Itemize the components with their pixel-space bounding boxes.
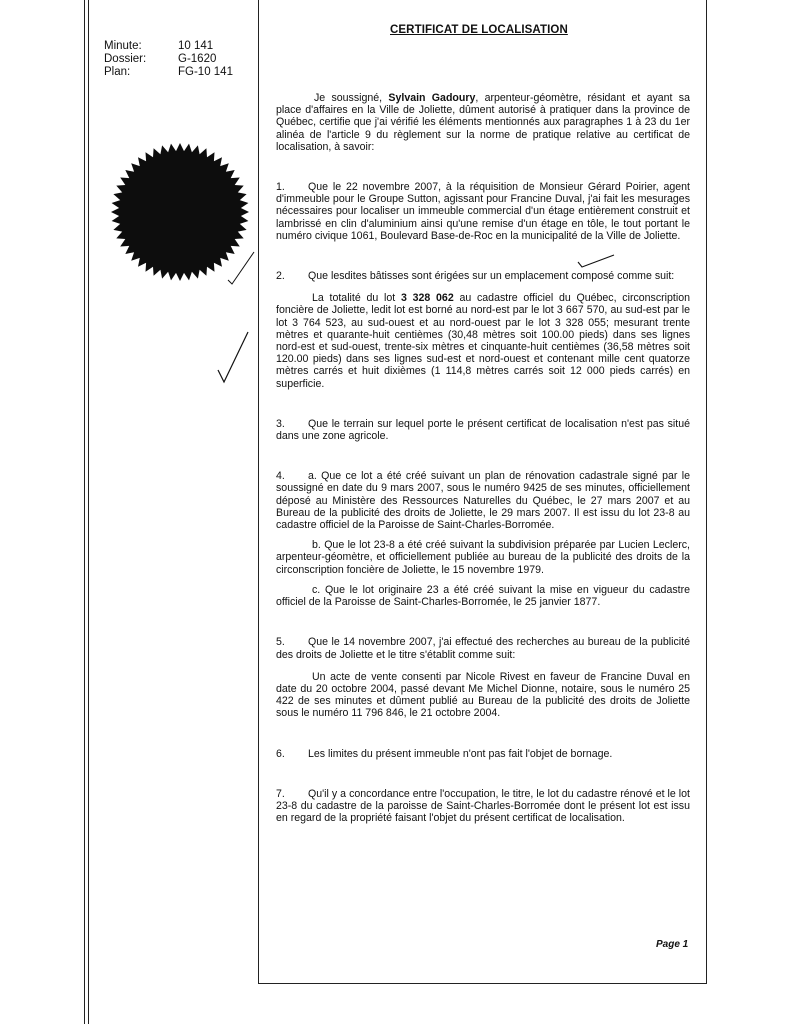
item-6-text: Les limites du présent immeuble n'ont pas fait l'objet de bornage. bbox=[308, 747, 613, 760]
item-1-number: 1. bbox=[276, 181, 285, 194]
item-1-text: Que le 22 novembre 2007, à la réquisition de Monsieur Gérard Poirier, agent d'immeuble pour le Groupe Sutton, agissant pour Francine Duval, j'ai fait les mesurages nécessaires pour localiser un immeuble commercial d'un étage entièrement construit et lambrissé en clin d'aluminium ainsi qu'une remise d'un étage en tôle, le tout portant le numéro civique 1061, Boulevard Base-de-Roc en la municipalité de la Ville de Joliette. bbox=[276, 181, 690, 242]
item-4a-text: a. Que ce lot a été créé suivant un plan de rénovation cadastrale signé par le soussigné en date du 9 mars 2007, sous le numéro 9425 de ses minutes, officiellement déposé au Ministère des Ressources Naturelles du Québec, le 27 mars 2007 et au Bureau de la publicité des droits de Joliette, le 29 mars 2007. Il est issu du lot 23-8 au cadastre officiel de la Paroisse de Saint-Charles-Borromée. bbox=[276, 470, 690, 532]
checkmark-icon bbox=[214, 330, 254, 386]
certificate-body bbox=[276, 92, 690, 824]
item-7-text: Qu'il y a concordance entre l'occupation, le titre, le lot du cadastre rénové et le lot 23-8 du cadastre de la paroisse de Saint-Charles-Borromée dont le présent lot est issu en regard de la propriété faisant l'objet du présent certificat de localisation. bbox=[276, 787, 690, 825]
item-4-number: 4. bbox=[276, 470, 285, 483]
lot-number: 3 328 062 bbox=[400, 292, 454, 305]
minute-row bbox=[104, 40, 233, 53]
item-5 bbox=[276, 636, 690, 660]
item-2 bbox=[276, 270, 690, 282]
page-number: Page 1 bbox=[656, 939, 689, 950]
item-7-number: 7. bbox=[276, 787, 285, 800]
header-metadata bbox=[104, 40, 233, 79]
item-4 bbox=[276, 470, 690, 531]
item-6 bbox=[276, 748, 690, 760]
dossier-label: Dossier: bbox=[104, 53, 147, 65]
minute-value: 10 141 bbox=[178, 40, 214, 52]
intro-paragraph bbox=[276, 92, 690, 153]
left-margin-rule-inner bbox=[88, 0, 89, 1024]
item-2-number: 2. bbox=[276, 270, 285, 283]
surveyor-name: Sylvain Gadoury bbox=[388, 92, 476, 104]
seal-tick-icon bbox=[226, 250, 256, 286]
intro-pre: Je soussigné, bbox=[314, 92, 389, 104]
plan-value: FG-10 141 bbox=[178, 66, 233, 78]
item-7 bbox=[276, 788, 690, 825]
item-1 bbox=[276, 181, 690, 242]
bottom-rule bbox=[258, 983, 707, 984]
dossier-value: G-1620 bbox=[178, 53, 217, 65]
item-3-text: Que le terrain sur lequel porte le présent certificat de localisation n'est pas situé dans une zone agricole. bbox=[276, 417, 690, 443]
item-5-text: Que le 14 novembre 2007, j'ai effectué des recherches au bureau de la publicité des droits de Joliette et le titre s'établit comme suit: bbox=[276, 636, 690, 661]
document-title: CERTIFICAT DE LOCALISATION bbox=[390, 24, 568, 36]
intro-post: , arpenteur-géomètre, résidant et ayant sa place d'affaires en la Ville de Joliette, dûment autorisé à pratiquer dans la province de Québec, certifie que j'ai vérifié les éléments mentionnés aux paragraphes 1 à 23 du 1er alinéa de l'article 9 du règlement sur la norme de pratique relative au certificat de localisation, à savoir: bbox=[276, 92, 690, 153]
item-4b: b. Que le lot 23-8 a été créé suivant la subdivision préparée par Lucien Leclerc, arpenteur-géomètre, et officiellement publiée au bureau de la publicité des droits de la circonscription foncière de Joliette, le 15 novembre 1979. bbox=[276, 539, 690, 576]
item-2-text: Que lesdites bâtisses sont érigées sur un emplacement composé comme suit: bbox=[308, 270, 675, 283]
plan-label: Plan: bbox=[104, 66, 131, 78]
item-2-description bbox=[276, 292, 690, 390]
dossier-row bbox=[104, 53, 233, 66]
plan-row bbox=[104, 66, 233, 79]
right-margin-rule bbox=[706, 0, 707, 984]
item-3 bbox=[276, 418, 690, 442]
left-margin-rule bbox=[84, 0, 85, 1024]
item-2-post: au cadastre officiel du Québec, circonscription foncière de Joliette, ledit lot est borné au nord-est par le lot 3 667 570, au sud-est par le lot 3 764 523, au sud-ouest et au nord-ouest par le lot 3 328 055; mesurant trente mètres et quarante-huit centièmes (30,48 mètres soit 100.00 pieds) dans ses lignes nord-est et sud-ouest, trente-six mètres et cinquante-huit centièmes (36,58 mètres soit 120.00 pieds) dans ses lignes sud-est et nord-ouest et contenant mille cent quatorze mètres carrés et huit dixièmes (1 114,8 mètres carrés soit 12 000 pieds carrés) en superficie. bbox=[276, 292, 690, 390]
item-6-number: 6. bbox=[276, 747, 285, 760]
item-5-number: 5. bbox=[276, 636, 285, 649]
item-5-title-deed: Un acte de vente consenti par Nicole Rivest en faveur de Francine Duval en date du 20 octobre 2004, passé devant Me Michel Dionne, notaire, sous le numéro 25 422 de ses minutes et dûment publié au Bureau de la publicité des droits de Joliette sous le numéro 11 796 846, le 21 octobre 2004. bbox=[276, 670, 690, 720]
item-3-number: 3. bbox=[276, 417, 285, 430]
item-4c: c. Que le lot originaire 23 a été créé suivant la mise en vigueur du cadastre officiel de la Paroisse de Saint-Charles-Borromée, le 25 janvier 1877. bbox=[276, 583, 690, 609]
column-divider-rule bbox=[258, 0, 259, 984]
minute-label: Minute: bbox=[104, 40, 142, 52]
item-2-pre: La totalité du lot bbox=[312, 292, 401, 305]
